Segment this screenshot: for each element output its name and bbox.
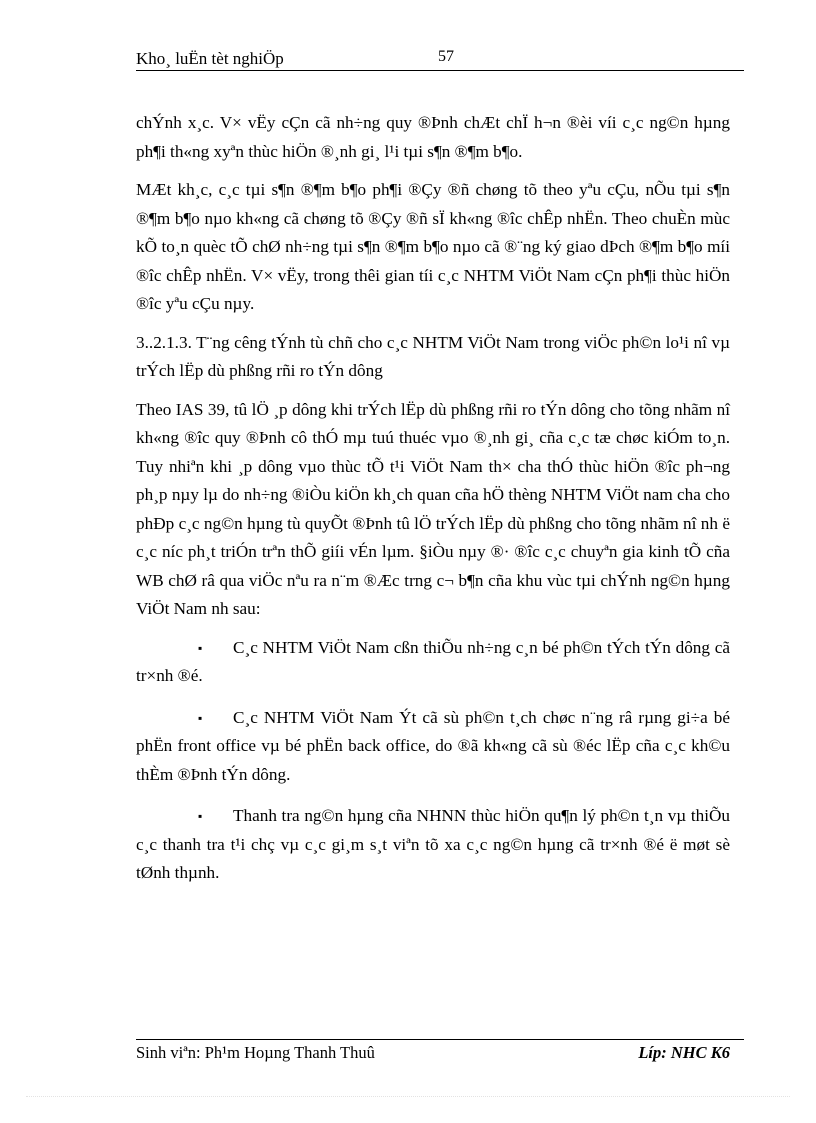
list-item	[136, 802, 730, 888]
student-name: Sinh viªn: Ph¹m Hoµng Thanh Thuû	[136, 1043, 375, 1062]
paragraph-valuation: chÝnh x¸c. V× vËy cÇn cã nh÷ng quy ®Þnh chÆt chÏ h¬n ®èi víi c¸c ng©n hµng ph¶i th«ng xyªn thùc hiÖn ®¸nh gi¸ l¹i tµi s¶n ®¶m b¶o.	[136, 113, 730, 161]
page-footer	[136, 1043, 730, 1067]
thesis-title: Kho¸ luËn tèt nghiÖp	[136, 49, 284, 68]
list-item	[136, 704, 730, 790]
page-edge-divider	[26, 1096, 790, 1097]
section-heading: 3..2.1.3. T¨ng cêng tÝnh tù chñ cho c¸c NHTM ViÖt Nam trong viÖc ph©n lo¹i nî vµ trÝch lËp dù phßng rñi ro tÝn dông	[136, 332, 730, 380]
paragraph-ias39: Theo IAS 39, tû lÖ ¸p dông khi trÝch lËp dù phßng rñi ro tÝn dông cho tõng nhãm nî kh«ng ®îc quy ®Þnh cô thÓ mµ tuú thuéc vµo ®¸nh gi¸ cña c¸c tæ chøc kiÓm to¸n. Tuy nhiªn khi ¸p dông vµo thùc tÕ t¹i ViÖt Nam th× cha thÓ thùc hiÖn ®îc ph¬ng ph¸p nµy lµ do nh÷ng ®iÒu kiÖn kh¸ch quan cña hÖ thèng NHTM ViÖt nam cha cho phÐp c¸c ng©n hµng tù quyÕt ®Þnh tû lÖ trÝch lËp dù phßng cho tõng nhãm nî nh ë c¸c níc ph¸t triÓn trªn thÕ giíi vÉn lµm. §iÒu nµy ®· ®îc c¸c chuyªn gia kinh tÕ cña WB chØ râ qua viÖc nªu ra n¨m ®Æc trng c¬ b¶n cña khu vùc tµi chÝnh ng©n hµng ViÖt Nam nh sau:	[136, 399, 730, 618]
bullet-square-icon: ▪	[198, 809, 203, 823]
page-header	[136, 46, 744, 70]
list-item-text: C¸c NHTM ViÖt Nam Ýt cã sù ph©n t¸ch chøc n¨ng râ rµng gi÷a bé phËn front office vµ bé phËn back office, do ®ã kh«ng cã sù ®éc lËp cña c¸c kh©u thÈm ®Þnh tÝn dông.	[136, 707, 730, 784]
header-divider	[136, 70, 744, 71]
page-body	[136, 109, 730, 901]
bullet-square-icon: ▪	[198, 710, 203, 725]
class-label: Líp: NHC K6	[638, 1043, 730, 1062]
paragraph-collateral: MÆt kh¸c, c¸c tµi s¶n ®¶m b¶o ph¶i ®Çy ®ñ chøng tõ theo yªu cÇu, nÕu tµi s¶n ®¶m b¶o nµo kh«ng cã chøng tõ ®Çy ®ñ sÏ kh«ng ®îc chÊp nhËn. Theo chuÈn mùc kÕ to¸n quèc tÕ chØ nh÷ng tµi s¶n ®¶m b¶o nµo cã ®¨ng ký giao dÞch ®¶m b¶o míi ®îc chÊp nhËn. V× vËy, trong thêi gian tíi c¸c NHTM ViÖt Nam cÇn ph¶i thùc hiÖn ®îc yªu cÇu nµy.	[136, 180, 730, 313]
list-item-text: C¸c NHTM ViÖt Nam cßn thiÕu nh÷ng c¸n bé ph©n tÝch tÝn dông cã tr×nh ®é.	[136, 637, 730, 685]
bullet-square-icon: ▪	[198, 640, 203, 655]
list-item	[136, 634, 730, 691]
list-item-text: Thanh tra ng©n hµng cña NHNN thùc hiÖn qu¶n lý ph©n t¸n vµ thiÕu c¸c thanh tra t¹i chç vµ c¸c gi¸m s¸t viªn tõ xa c¸c ng©n hµng cã tr×nh ®é ë møt sè tØnh thµnh.	[136, 806, 730, 882]
page-number: 57	[438, 48, 454, 65]
footer-divider	[136, 1039, 744, 1040]
